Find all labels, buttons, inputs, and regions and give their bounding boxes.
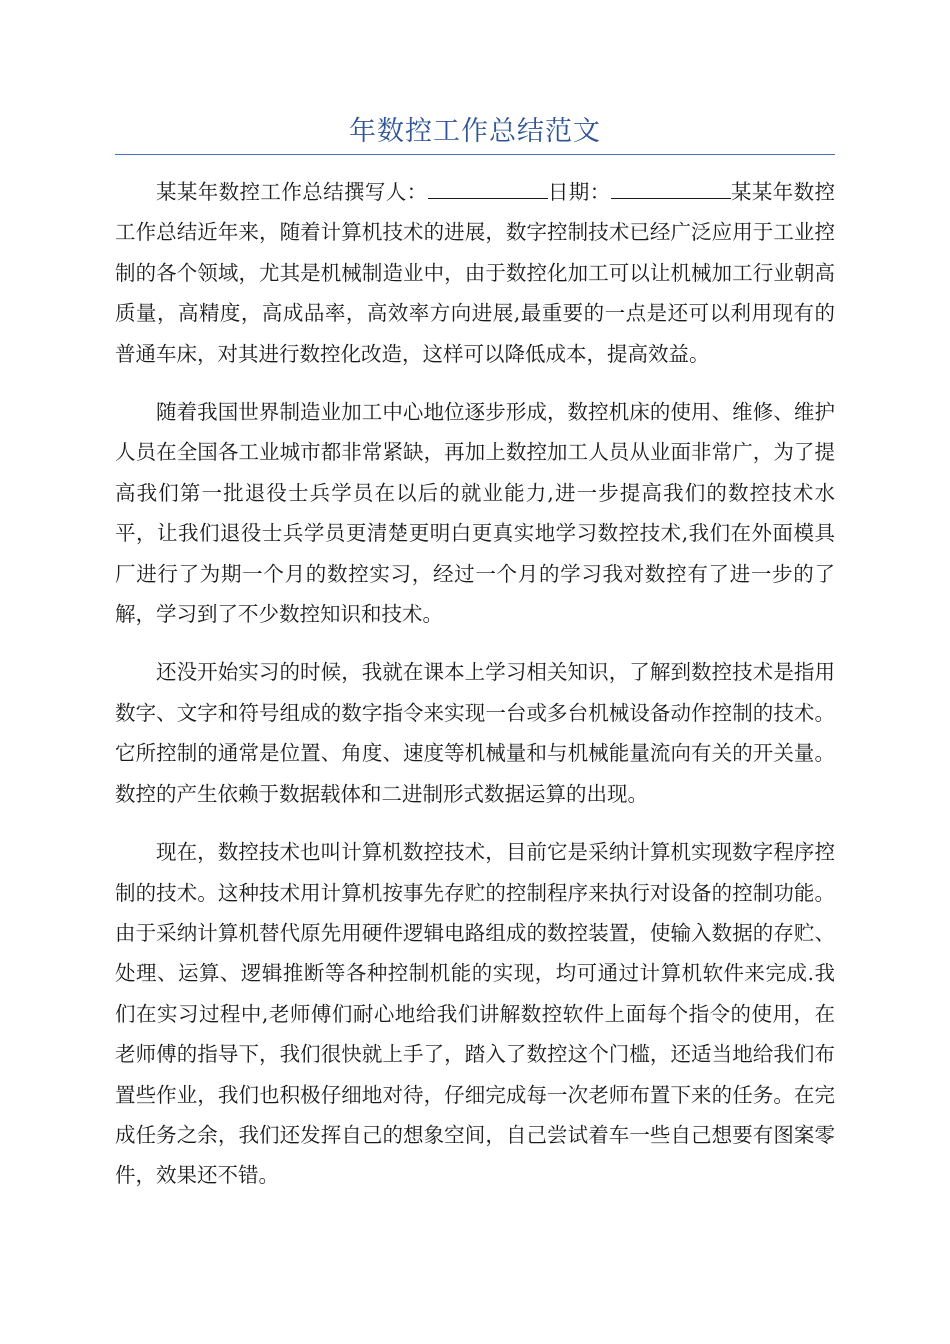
paragraph-1-text: 某某年数控工作总结近年来，随着计算机技术的进展，数字控制技术已经广泛应用于工业控制的各个领域，尤其是机械制造业中，由于数控化加工可以让机械加工行业朝高质量，高精度，高成品率，高效率方向进展,最重要的一点是还可以利用现有的普通车床，对其进行数控化改造，这样可以降低成本，提高效益。 (115, 180, 836, 366)
title-underline (115, 154, 835, 155)
paragraph-3: 还没开始实习的时候，我就在课本上学习相关知识，了解到数控技术是指用数字、文字和符号组成的数字指令来实现一台或多台机械设备动作控制的技术。它所控制的通常是位置、角度、速度等机械量和与机械能量流向有关的开关量。数控的产生依赖于数据载体和二进制形式数据运算的出现。 (115, 660, 835, 806)
writer-blank (428, 176, 548, 199)
paragraph-1 (115, 172, 835, 374)
date-label: 日期： (547, 180, 611, 204)
document-body (115, 172, 835, 1214)
document-title: 年数控工作总结范文 (349, 116, 601, 147)
writer-label: 某某年数控工作总结撰写人： (156, 180, 428, 204)
paragraph-4: 现在，数控技术也叫计算机数控技术，目前它是采纳计算机实现数字程序控制的技术。这种技术用计算机按事先存贮的控制程序来执行对设备的控制功能。由于采纳计算机替代原先用硬件逻辑电路组成的数控装置，使输入数据的存贮、处理、运算、逻辑推断等各种控制机能的实现，均可通过计算机软件来完成.我们在实习过程中,老师傅们耐心地给我们讲解数控软件上面每个指令的使用，在老师傅的指导下，我们很快就上手了，踏入了数控这个门槛，还适当地给我们布置些作业，我们也积极仔细地对待，仔细完成每一次老师布置下来的任务。在完成任务之余，我们还发挥自己的想象空间，自己尝试着车一些自己想要有图案零件，效果还不错。 (115, 840, 835, 1188)
paragraph-2: 随着我国世界制造业加工中心地位逐步形成，数控机床的使用、维修、维护人员在全国各工业城市都非常紧缺，再加上数控加工人员从业面非常广，为了提高我们第一批退役士兵学员在以后的就业能力,进一步提高我们的数控技术水平，让我们退役士兵学员更清楚更明白更真实地学习数控技术,我们在外面模具厂进行了为期一个月的数控实习，经过一个月的学习我对数控有了进一步的了解，学习到了不少数控知识和技术。 (115, 400, 835, 627)
date-blank (611, 176, 731, 199)
